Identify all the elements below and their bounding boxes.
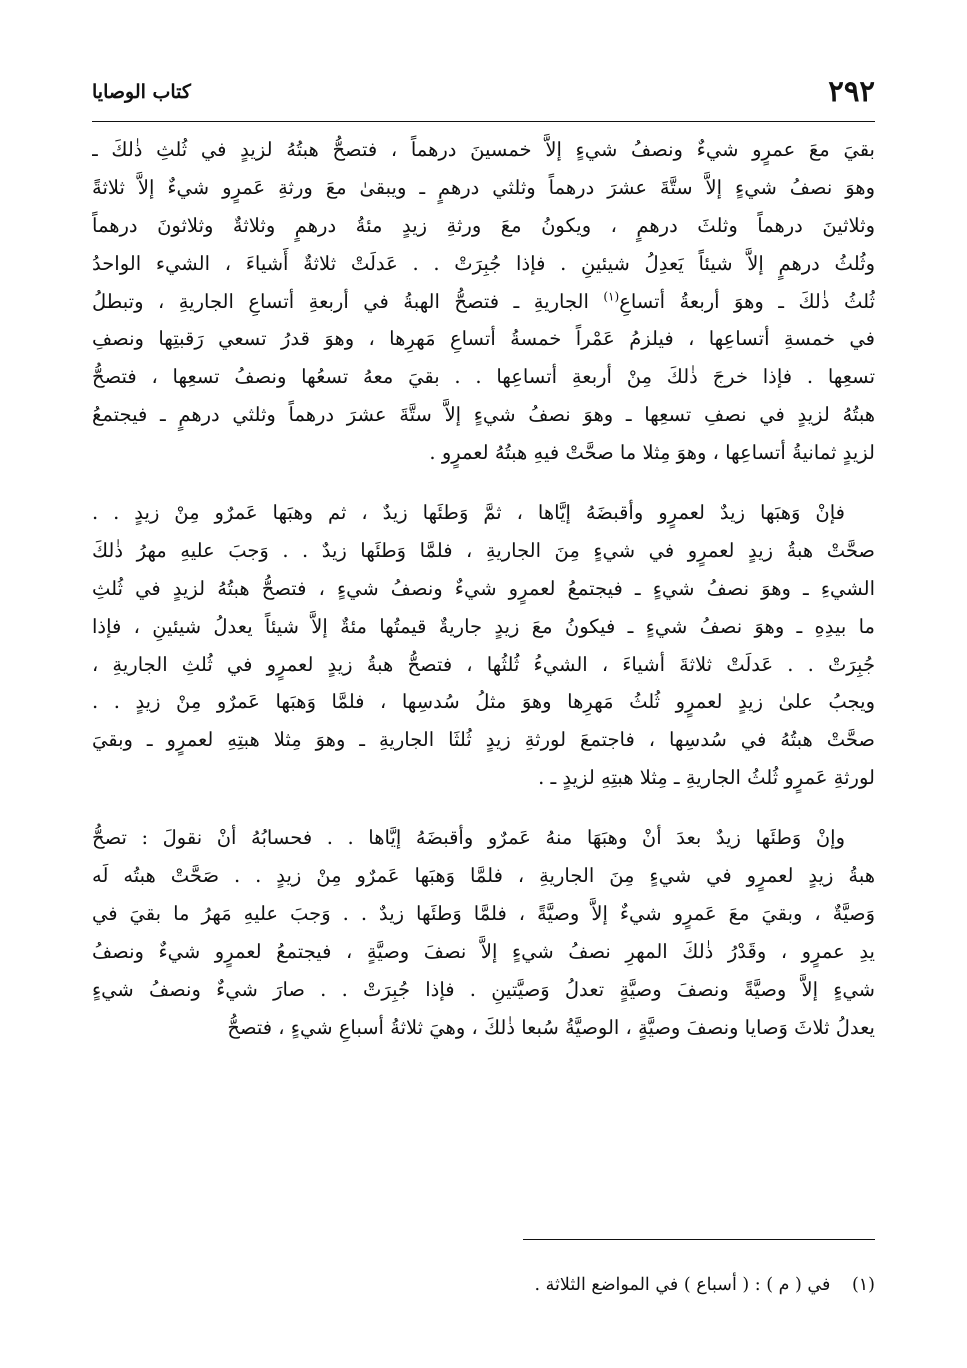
text-line: في خمسةِ أتساعِها ، فيلزمُ عَمْراً خمسةُ أتساعِ مَهرِها ، وهوَ قدرُ تسعي رَقبتِها ونصفِ [92, 327, 875, 351]
text-line: هبتُهُ لزيدٍ في نصفِ تسعِها ـ وهوَ نصفُ شيءٍ إلاَّ ستَّةَ عشرَ درهماً وثلثي درهمٍ ـ فيجتمعُ [92, 403, 875, 427]
text-line: جُبِرَتْ . . عَدلَتْ ثلاثةَ أشياءَ ، الشيءُ ثُلثُها ، فتصحُّ هبةُ زيدٍ لعمرٍو في ثُلثِ الجاريةِ ، [92, 652, 875, 676]
text-line: وثلاثينَ درهماً وثلثَ درهمٍ ، ويكونُ معَ ورثةِ زيدٍ مئةُ درهمٍ وثلاثةٌ وثلاثونَ درهماً [92, 213, 875, 237]
header-rule [92, 121, 875, 122]
paragraph [92, 131, 875, 472]
footnote-text: في ( م ) : ( أسباع ) في المواضع الثلاثة . [534, 1275, 831, 1295]
text-line: وثُلثُ درهمٍ إلاَّ شيئاً يَعدِلُ شيئينِ . فإذا جُبِرَتْ . . عَدلَتْ ثلاثةٌ أَشياءَ ، الشيء الواحدُ [92, 251, 875, 275]
text-line: وهوَ نصفُ شيءٍ إلاَّ ستَّةَ عشرَ درهماً وثلثي درهمٍ ـ ويبقىٰ معَ ورثةِ عَمرٍو شيءٌ إلاَّ ثلاثةً [92, 175, 875, 199]
text-line: يدِ عمرٍو ، وقَدْرُ ذٰلكَ المهرِ نصفُ شيءٍ إلاَّ نصفَ وصيَّةٍ ، فيجتمعُ لعمرٍو شيءٌ ونصفُ [92, 939, 875, 963]
text-line: الشيءِ ـ وهوَ نصفُ شيءٍ ـ فيجتمعُ لعمرٍو شيءٌ ونصفُ شيءٍ ، فتصحُّ هبتُهُ لزيدٍ في ثُلثِ [92, 576, 875, 600]
running-header [92, 74, 875, 114]
body-text [92, 131, 875, 1046]
text-line: يعدلُ ثلاثَ وَصايا ونصفَ وصيَّةٍ ، الوصيَّةُ سُبعا ذٰلكَ ، وهيَ ثلاثةُ أسباعِ شيءٍ ، فتصحُّ [227, 1015, 875, 1039]
book-title: كتاب الوصايا [92, 81, 191, 103]
text-line: وإنْ وَطئَها زيدٌ بعدَ أنْ وهبَهَا منهُ عَمرٌو وأقبضَهُ إيَّاها . . فحسابُهُ أنْ نقولَ : تصحُّ [92, 826, 845, 850]
paragraph [92, 819, 875, 1046]
text-line: فإنْ وَهبَها زيدٌ لعمرٍو وأقبضَهُ إيَّاها ، ثمَّ وَطئَها زيدٌ ، ثم وهبَها عَمرٌو مِنْ زيدٍ . . [92, 501, 845, 525]
paragraph [92, 494, 875, 797]
text-line: لورثةِ عَمرٍو ثُلثُ الجاريةِ ـ مِثلا هبتِهِ لزيدٍ ـ . [538, 766, 875, 790]
text-line: بقيَ معَ عمرٍو شيءٌ ونصفُ شيءٍ إلاَّ خمسينَ درهماً ، فتصحُّ هبتُهُ لزيدٍ في ثُلثِ ذٰلكَ ـ [92, 138, 875, 161]
text-line: صحَّتْ هبتُهُ في سُدسِها ، فاجتمعَ لورثةِ زيدٍ ثُلثَا الجاريةِ ـ وهوَ مِثلا هبتِهِ لعمرٍو ـ وبقيَ [92, 728, 875, 752]
text-line: ما بيدِهِ ـ وهوَ نصفُ شيءٍ ـ فيكونُ معَ زيدٍ جاريةٌ قيمتُها مئةٌ إلاَّ شيئاً يعدلُ شيئينِ ، فإذا [92, 614, 875, 638]
footnote [92, 1272, 875, 1298]
text-line: لزيدٍ ثمانيةُ أتساعِها ، وهوَ مِثلا ما صحَّتْ فيهِ هبتُهُ لعمرٍو . [429, 441, 875, 465]
page-number: ٢٩٢ [828, 74, 875, 108]
text-line: هبةُ زيدٍ لعمرٍو في شيءٍ مِنَ الجاريةِ ، فلمَّا وَهبَها عَمرٌو مِنْ زيدٍ . . صَحَّتْ هبتُه لَه [92, 864, 875, 888]
text-line: ثُلثُ ذٰلكَ ـ وهوَ أربعةُ أتساعِ$^{(١)}$ الجاريةِ ـ فتصحُّ الهبةُ في أربعةِ أتساعِ الجاريةِ ، وتبطلُ [92, 289, 875, 313]
text-line: شيءٍ إلاَّ وصيَّةً ونصفَ وصيَّةٍ تعدلُ وَصيَّتينِ . فإذا جُبِرَتْ . . صارَ شيءٌ ونصفُ شيءٍ [92, 977, 875, 1001]
footnote-marker: (١) [603, 289, 620, 304]
footnote-number: (١) [851, 1275, 875, 1295]
text-line: تسعِها . فإذا خرجَ ذٰلكَ مِنْ أربعةِ أتساعِها . . بقيَ معهُ تسعُها ونصفُ تسعِها ، فتصحُّ [92, 365, 875, 389]
text-line: صحَّتْ هبةُ زيدٍ لعمرٍو في شيءٍ مِنَ الجاريةِ ، فلمَّا وَطئَها زيدٌ . . وَجبَ عليهِ مهرُ ذٰلكَ [92, 538, 875, 562]
text-line: وَصيَّةٌ ، وبقيَ معَ عَمرٍو شيءٌ إلاَّ وصيَّةً ، فلمَّا وَطئَها زيدٌ . . وَجبَ عليهِ مَهرُ ما بقيَ في [92, 901, 875, 925]
text-line: ويجبُ علىٰ زيدٍ لعمرٍو ثُلثُ مَهرِها وهوَ مثلُ سُدسِها ، فلمَّا وَهبَها عَمرٌو مِنْ زيدٍ . . [92, 690, 875, 714]
footnote-rule [523, 1239, 875, 1240]
